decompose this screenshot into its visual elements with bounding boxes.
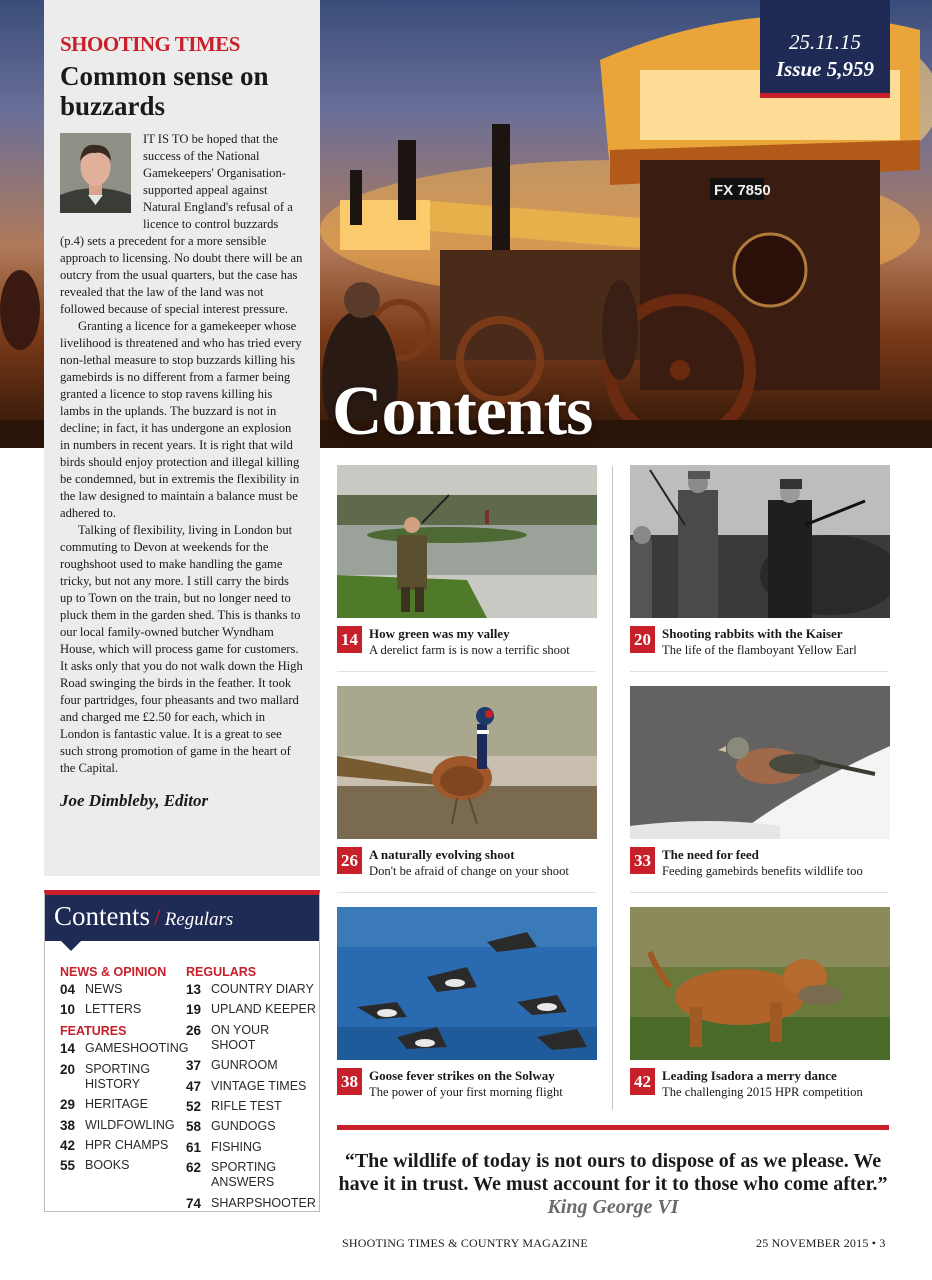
issue-number: Issue 5,959	[775, 57, 875, 81]
caption-rule	[630, 892, 888, 893]
editor-signature: Joe Dimbleby, Editor	[60, 791, 209, 810]
feature-title: How green was my valley	[369, 626, 510, 641]
index-page: 19	[186, 1002, 202, 1018]
page-badge: 42	[630, 1068, 655, 1095]
index-page: 47	[186, 1078, 202, 1094]
index-label: SPORTING HISTORY	[85, 1061, 151, 1091]
index-page: 58	[186, 1119, 202, 1135]
feature-photo-kaiser	[630, 465, 890, 618]
section-heading: FEATURES	[60, 1024, 127, 1039]
index-label: GAMESHOOTING	[85, 1041, 189, 1056]
feature-subtitle: The life of the flamboyant Yellow Earl	[662, 643, 857, 657]
index-page: 14	[60, 1041, 76, 1057]
regulars-title: Contents	[54, 901, 151, 931]
editorial-headline: Common sense on buzzards	[60, 61, 269, 121]
index-label: NEWS	[85, 982, 123, 996]
page-badge: 20	[630, 626, 655, 653]
header-notch	[61, 941, 81, 951]
feature-subtitle: A derelict farm is is now a terrific shoot	[369, 643, 570, 657]
index-item[interactable]	[186, 1058, 316, 1073]
index-item[interactable]	[60, 1002, 190, 1017]
index-item[interactable]	[60, 1097, 190, 1112]
quote-attribution: King George VI	[547, 1196, 679, 1218]
index-item[interactable]	[60, 982, 190, 997]
feature-title: A naturally evolving shoot	[369, 847, 515, 862]
index-item[interactable]	[60, 1041, 190, 1056]
quote-text: “The wildlife of today is not ours to dispose of as we please. We have it in trust. We must account for it to those who come after.”	[338, 1150, 888, 1195]
caption-rule	[337, 671, 595, 672]
caption-rule	[337, 892, 595, 893]
feature-caption	[337, 847, 597, 887]
index-label: FISHING	[211, 1139, 262, 1154]
index-label: LETTERS	[85, 1002, 142, 1017]
index-label: WILDFOWLING	[85, 1117, 175, 1132]
column-divider	[612, 466, 613, 1110]
index-page: 20	[60, 1061, 76, 1077]
feature-caption	[630, 626, 890, 666]
regulars-slash: /	[154, 905, 161, 931]
editorial-panel	[44, 0, 320, 876]
index-label: SHARPSHOOTER	[211, 1195, 316, 1210]
editor-portrait	[60, 133, 131, 213]
index-page: 52	[186, 1098, 202, 1114]
index-item[interactable]	[60, 1138, 190, 1153]
index-label: BOOKS	[85, 1158, 130, 1173]
editorial-paragraph: Talking of flexibility, living in London but commuting to Devon at weekends for the roughshoot used to make handling the game tricky, but not any more. I still carry the birds up to Town on the train, but no longer need to pluck them in the garden shed. This is thanks to our local family-owned butcher Wyndham House, which will process game for customers. It asks only that you do not walk down the High Road swinging the birds in the feather. It took four partridges, four pheasants and two mallard and charged me £2.50 for each, which in London is fantastic value. It is a great to see such strong promotion of game in the heart of the Capital.	[60, 523, 303, 775]
feature-caption	[337, 626, 597, 666]
index-item[interactable]	[186, 1099, 316, 1114]
feature-caption	[337, 1068, 597, 1108]
feature-card[interactable]	[630, 907, 890, 1108]
index-item[interactable]	[186, 1002, 316, 1017]
quote-divider	[337, 1125, 889, 1130]
index-page: 13	[186, 982, 202, 997]
editorial-paragraph: IT IS TO be hoped that the success of the National Gamekeepers' Organisation-supported appeal against Natural England's refusal of a licence to control buzzards (p.4) sets a precedent for a more sensible approach to licensing. No doubt there will be an outcry from the usual quarters, but the case has revealed that the law of the land was not followed because of special interest pressure.	[60, 132, 303, 316]
footer-publication: SHOOTING TIMES & COUNTRY MAGAZINE	[342, 1236, 588, 1250]
index-page: 62	[186, 1160, 202, 1176]
feature-photo-chaffinch	[630, 686, 890, 839]
index-page: 26	[186, 1022, 202, 1038]
index-label: GUNDOGS	[211, 1119, 276, 1134]
index-page: 38	[60, 1117, 76, 1133]
index-page: 61	[186, 1139, 202, 1155]
index-page: 74	[186, 1195, 202, 1211]
index-page: 10	[60, 1002, 76, 1018]
index-page: 37	[186, 1058, 202, 1074]
index-label: HERITAGE	[85, 1097, 148, 1112]
section-heading: NEWS & OPINION	[60, 965, 167, 979]
index-label: HPR CHAMPS	[85, 1137, 169, 1152]
index-item[interactable]	[186, 1160, 316, 1190]
index-item[interactable]	[60, 1158, 190, 1173]
caption-rule	[630, 671, 888, 672]
page-badge: 33	[630, 847, 655, 874]
editorial-body	[60, 131, 304, 777]
index-label: VINTAGE TIMES	[211, 1078, 307, 1093]
index-page: 55	[60, 1158, 76, 1174]
index-label: GUNROOM	[211, 1058, 278, 1073]
index-column-left	[60, 965, 190, 1179]
page-badge: 14	[337, 626, 362, 653]
index-label: UPLAND KEEPER	[211, 1002, 316, 1017]
masthead-logo: SHOOTING TIMES	[60, 32, 240, 56]
issue-date: 25.11.15	[789, 30, 861, 54]
engine-plate: FX 7850	[714, 182, 771, 199]
index-item[interactable]	[186, 1119, 316, 1134]
index-label: ON YOUR SHOOT	[211, 1022, 270, 1052]
feature-photo-valley	[337, 465, 597, 618]
feature-card[interactable]	[630, 686, 890, 887]
feature-card[interactable]	[630, 465, 890, 666]
editorial-paragraph: Granting a licence for a gamekeeper whose livelihood is threatened and who has tried every non-lethal measure to stop buzzards killing his gamebirds is no different from a farmer being granted a licence to stop ravens killing his lambs in the uplands. The buzzard is not in decline; in fact, it has undergone an explosion in numbers in recent years. It is right that wild birds should enjoy protection and illegal killing be condemned, but in extremis the flexibility in the law designed to maintain a balance must be adhered to.	[60, 319, 302, 520]
footer-date-page: 25 NOVEMBER 2015 • 3	[756, 1236, 886, 1250]
index-label: RIFLE TEST	[211, 1098, 282, 1113]
feature-caption	[630, 847, 890, 887]
page-badge: 26	[337, 847, 362, 874]
issue-box	[760, 0, 890, 98]
feature-subtitle: Feeding gamebirds benefits wildlife too	[662, 864, 863, 878]
page-badge: 38	[337, 1068, 362, 1095]
index-label: SPORTING ANSWERS	[211, 1160, 277, 1190]
index-item[interactable]	[186, 982, 316, 997]
regulars-header	[45, 895, 319, 941]
regulars-subtitle: Regulars	[164, 909, 234, 930]
pull-quote	[337, 1150, 889, 1219]
page-title: Contents	[332, 373, 593, 448]
section-heading: REGULARS	[186, 965, 257, 979]
index-item[interactable]	[186, 1079, 316, 1094]
feature-card[interactable]	[337, 686, 597, 887]
feature-caption	[630, 1068, 890, 1108]
index-column-right	[186, 965, 316, 1216]
feature-title: Shooting rabbits with the Kaiser	[662, 626, 843, 641]
index-item[interactable]	[186, 1023, 316, 1053]
feature-title: Goose fever strikes on the Solway	[369, 1068, 555, 1083]
feature-card[interactable]	[337, 465, 597, 666]
index-label: COUNTRY DIARY	[211, 982, 314, 996]
feature-photo-vizsla	[630, 907, 890, 1060]
feature-subtitle: Don't be afraid of change on your shoot	[369, 864, 569, 878]
index-item[interactable]	[60, 1062, 190, 1092]
index-page: 29	[60, 1097, 76, 1113]
regulars-box	[44, 890, 320, 1212]
feature-photo-pheasant	[337, 686, 597, 839]
feature-card[interactable]	[337, 907, 597, 1108]
index-page: 42	[60, 1137, 76, 1153]
index-item[interactable]	[60, 1118, 190, 1133]
index-page: 04	[60, 982, 76, 997]
index-item[interactable]	[186, 1196, 316, 1211]
feature-photo-geese	[337, 907, 597, 1060]
feature-title: Leading Isadora a merry dance	[662, 1068, 837, 1083]
feature-subtitle: The power of your first morning flight	[369, 1085, 563, 1099]
feature-title: The need for feed	[662, 847, 759, 862]
feature-subtitle: The challenging 2015 HPR competition	[662, 1085, 863, 1099]
index-item[interactable]	[186, 1140, 316, 1155]
